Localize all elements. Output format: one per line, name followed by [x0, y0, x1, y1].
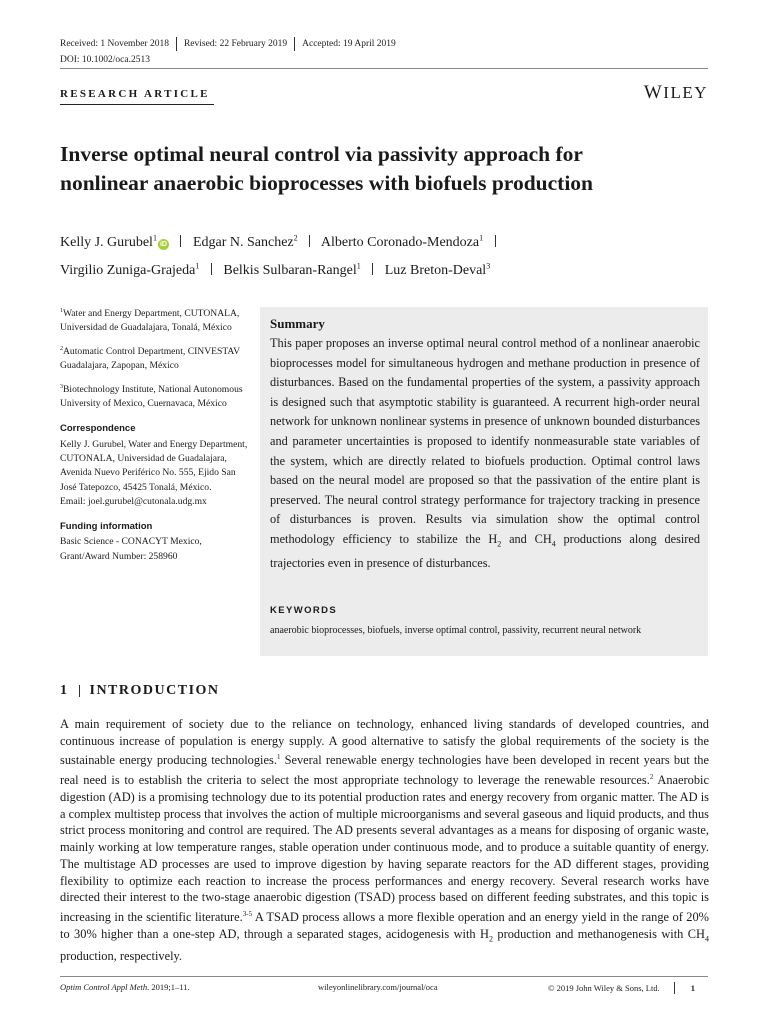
summary-box: [260, 307, 708, 656]
page-number: 1: [690, 983, 695, 993]
dates-line: [60, 37, 396, 51]
title-line-2: nonlinear anaerobic bioprocesses with biofuels production: [60, 171, 593, 195]
author-line-2: [60, 255, 710, 284]
author-name[interactable]: Luz Breton-Deval$^3$: [384, 261, 491, 279]
author-name[interactable]: Alberto Coronado-Mendoza$^1$: [320, 233, 484, 250]
doi[interactable]: DOI: 10.1002/oca.2513: [60, 55, 150, 65]
correspondence-email[interactable]: Email: joel.gurubel@cutonala.udg.mx: [60, 495, 207, 507]
keywords-heading: KEYWORDS: [270, 605, 338, 616]
footer-journal: Optim Control Appl Meth. 2019;1–11.: [60, 982, 190, 992]
divider: [211, 263, 212, 275]
summary-heading: Summary: [270, 316, 325, 331]
correspondence-text: Kelly J. Gurubel, Water and Energy Department, CUTONALA, Universidad de Guadalajara, Avenida Nuevo Periférico No. 555, Ejido San José Tatepozco, 45425 Tonalá, México.: [60, 438, 248, 493]
affiliation: $^1$Water and Energy Department, CUTONALA, Universidad de Guadalajara, Tonalá, México: [60, 308, 240, 334]
received-date: Received: 1 November 2018: [60, 39, 169, 49]
section-title: INTRODUCTION: [89, 683, 220, 698]
author-name[interactable]: Edgar N. Sanchez$^2$: [192, 233, 298, 250]
revised-date: Revised: 22 February 2019: [183, 39, 288, 49]
section-number: 1: [60, 683, 69, 698]
author-name[interactable]: Belkis Sulbaran-Rangel$^1$: [223, 261, 361, 279]
orcid-icon[interactable]: iD: [159, 240, 167, 248]
footer-rule: [60, 976, 708, 977]
article-type: RESEARCH ARTICLE: [60, 88, 210, 100]
divider: [294, 37, 295, 51]
footer-copyright: © 2019 John Wiley & Sons, Ltd. 1: [548, 983, 695, 993]
citation-ref[interactable]: 1: [276, 753, 281, 762]
correspondence-heading: Correspondence: [60, 423, 136, 435]
divider: [309, 235, 310, 247]
divider: [674, 982, 675, 994]
author-name[interactable]: Virgilio Zuniga-Grajeda$^1$: [60, 261, 200, 279]
affiliation: $^3$Biotechnology Institute, National Autonomous University of Mexico, Cuernavaca, México: [60, 383, 243, 410]
affiliation: $^2$Automatic Control Department, CINVESTAV Guadalajara, Zapopan, México: [60, 345, 240, 372]
divider: [180, 235, 181, 247]
author-line-1: [60, 226, 710, 255]
section-heading: [60, 683, 220, 699]
divider: [495, 235, 496, 247]
left-column: [60, 304, 250, 564]
divider: [372, 263, 373, 275]
keywords-list: anaerobic bioprocesses, biofuels, inverse optimal control, passivity, recurrent neural network: [270, 625, 642, 636]
author-name[interactable]: Kelly J. Gurubel$^1$: [60, 233, 157, 250]
header-rule: [60, 68, 708, 69]
article-title: [60, 140, 710, 198]
funding-text: Basic Science - CONACYT Mexico, Grant/Award Number: 258960: [60, 536, 202, 562]
accepted-date: Accepted: 19 April 2019: [302, 39, 396, 49]
funding-heading: Funding information: [60, 521, 153, 533]
citation-ref[interactable]: 3-5: [242, 909, 253, 918]
article-type-underline: [60, 104, 214, 105]
title-line-1: Inverse optimal neural control via passivity approach for: [60, 142, 583, 166]
summary-text: This paper proposes an inverse optimal neural control method of a nonlinear anaerobic bioprocesses model for simultaneous hydrogen and methane production in presence of disturbances. Based on the fundamental properties of the system, a passivity approach is designed such that asymptotic stability is guaranteed. A recurrent high-order neural network for unknown nonlinear systems in presence of unknown bounded disturbances and parameter uncertainties is proposed to identify nonmeasurable state variables of the system, which are directly related to biofuels production. Optimal control laws based on the neural model are proposed so that the passivation of the entire plant is preserved. The neural control strategy performance for trajectory tracking in presence of disturbances is proven. Results via simulation show the optimal control methodology efficiency to stabilize the $H_2$ and $CH_4$ productions along desired trajectories even in presence of disturbances.: [270, 336, 700, 570]
author-list: [60, 226, 710, 283]
divider: [79, 685, 80, 697]
divider: [176, 37, 177, 51]
footer-url[interactable]: wileyonlinelibrary.com/journal/oca: [318, 982, 438, 992]
intro-paragraph: A main requirement of society due to the reliance on technology, enhanced living standards of developed countries, and continuous increase of population is energy supply. A good alternative to satisfy the global requirements of the society is the sustainable energy producing technologies.$^1$ Several renewable energy technologies have been developed in recent years but the real need is to establish the criteria to select the most appropriate technology to leverage the renewable resources.$^2$ Anaerobic digestion (AD) is a promising technology due to its potential production rates and energy recovery from organic matter. The AD is a complex multistep process that involves the action of multiple microorganisms and several gaseous and liquid products, and thus strict process monitoring and control are required. The AD presents several advantages as a means for disposing of organic waste, mainly working at low temperature ranges, stable operation under continuous mode, and to produce a suitable quantity of energy. The multistage AD processes are used to improve digestion by having separate reactors for the AD different stages, providing flexibility to optimize each reaction to increase the process performances and energy recovery. Several research works have directed their interest to the two-stage anaerobic digestion (TSAD) process based on different feeding substrates, and this topic is increasing in the scientific literature.$^{3-5}$ A TSAD process allows a more flexible operation and an energy yield in the range of 20% to 30% higher than a one-step AD, through a separated stages, acidogenesis with $H_2$ production and methanogenesis with $CH_4$ production, respectively.: [60, 717, 710, 963]
publisher-logo: WILEY: [643, 82, 708, 103]
citation-ref[interactable]: 2: [649, 773, 654, 782]
